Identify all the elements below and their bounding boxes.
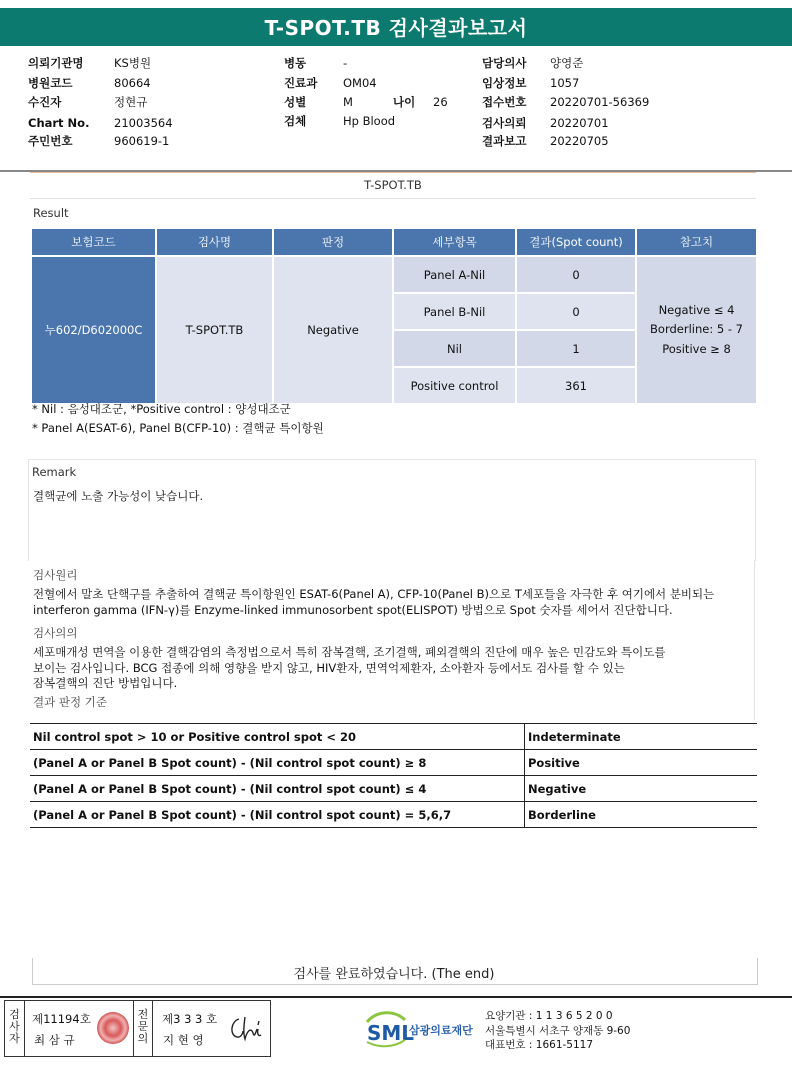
info-label: 담당의사 xyxy=(482,56,527,70)
examiner-label xyxy=(5,1001,25,1056)
column-header: 결과(Spot count) xyxy=(516,228,636,256)
info-label: 결과보고 xyxy=(482,134,527,148)
info-value: Hp Blood xyxy=(343,114,396,128)
paragraph-line: 세포매개성 면역을 이용한 결핵감염의 측정법으로서 특히 잠복결핵, 조기결핵, 폐외결핵의 진단에 매우 높은 민감도와 특이도를 xyxy=(33,645,666,659)
divider xyxy=(754,560,755,720)
report-title: T-SPOT.TB 검사결과보고서 xyxy=(0,8,792,46)
examiner-name: 최 삼 규 xyxy=(34,1033,75,1047)
info-label: 주민번호 xyxy=(28,134,73,148)
reference-range xyxy=(636,256,757,404)
divider xyxy=(0,996,792,998)
vertical-char: 사 xyxy=(9,1020,20,1033)
criteria-result: Indeterminate xyxy=(525,724,758,750)
info-row xyxy=(284,112,395,132)
spot-count: 361 xyxy=(516,367,636,404)
divider xyxy=(30,198,756,199)
org-info xyxy=(485,1009,630,1053)
criteria-condition: Nil control spot > 10 or Positive control spot < 20 xyxy=(30,724,525,750)
info-value: 20220705 xyxy=(550,134,609,148)
reference-line: Negative ≤ 4 xyxy=(658,302,735,317)
info-value: 20220701 xyxy=(550,116,609,130)
info-value: 양영준 xyxy=(550,56,584,70)
table-row xyxy=(30,724,757,750)
vertical-char: 검 xyxy=(9,1008,20,1021)
info-row xyxy=(28,132,169,152)
age-value: 26 xyxy=(433,95,448,109)
vertical-char: 자 xyxy=(9,1032,20,1045)
detail-item: Panel A-Nil xyxy=(393,256,516,293)
info-value: OM04 xyxy=(343,75,377,90)
criteria-result: Positive xyxy=(525,750,758,776)
spot-count: 0 xyxy=(516,256,636,293)
info-row xyxy=(284,54,347,74)
info-row xyxy=(482,93,649,113)
signature-box xyxy=(4,1000,271,1057)
info-label: 병동 xyxy=(284,56,307,70)
info-label: 수진자 xyxy=(28,95,62,109)
info-value: KS병원 xyxy=(114,56,152,70)
info-row xyxy=(28,114,173,134)
svg-text:SML: SML xyxy=(367,1021,415,1045)
paragraph-line: interferon gamma (IFN-γ)를 Enzyme-linked immunosorbent spot(ELISPOT) 방법으로 Spot 숫자를 세어서 진단합니다. xyxy=(33,602,673,617)
seal-stamp xyxy=(97,1012,129,1044)
criteria-condition: (Panel A or Panel B Spot count) - (Nil control spot count) ≤ 4 xyxy=(30,776,525,802)
specialist-name: 지 현 영 xyxy=(163,1033,204,1047)
criteria-title: 결과 판정 기준 xyxy=(33,695,107,709)
info-value: M xyxy=(343,95,353,109)
result-label: Result xyxy=(33,206,69,220)
column-header: 판정 xyxy=(273,228,393,256)
info-row xyxy=(28,74,151,94)
result-table xyxy=(30,227,758,405)
footnote: * Panel A(ESAT-6), Panel B(CFP-10) : 결핵균 특이항원 xyxy=(32,421,324,435)
examiner-license: 제11194호 xyxy=(32,1012,91,1026)
info-row xyxy=(482,74,579,94)
remark-title: Remark xyxy=(32,465,77,479)
criteria-result: Borderline xyxy=(525,802,758,828)
column-header: 참고치 xyxy=(636,228,757,256)
significance-title: 검사의의 xyxy=(33,626,78,640)
signature-icon xyxy=(227,1013,265,1045)
info-value: 960619-1 xyxy=(114,134,170,148)
vertical-char: 의 xyxy=(137,1032,149,1045)
divider xyxy=(30,172,756,173)
info-label: 검체 xyxy=(284,114,307,128)
section-title: T-SPOT.TB xyxy=(364,178,422,192)
org-logo xyxy=(365,1008,480,1048)
info-value: 21003564 xyxy=(114,116,173,130)
column-header: 검사명 xyxy=(156,228,273,256)
column-header: 보험코드 xyxy=(31,228,156,256)
criteria-condition: (Panel A or Panel B Spot count) - (Nil control spot count) = 5,6,7 xyxy=(30,802,525,828)
info-row xyxy=(482,114,609,134)
criteria-table xyxy=(30,723,757,828)
info-label: 검사의뢰 xyxy=(482,116,527,130)
table-header-row xyxy=(31,228,757,256)
patient-info xyxy=(28,54,768,154)
paragraph-line: 잠복결핵의 진단 방법입니다. xyxy=(33,676,178,690)
org-name: 삼광의료재단 xyxy=(409,1024,473,1037)
info-value: 20220701-56369 xyxy=(550,95,650,109)
insurance-code: 누602/D602000C xyxy=(31,256,156,404)
table-row xyxy=(30,750,757,776)
info-label: 병원코드 xyxy=(28,75,73,90)
org-info-line: 서울특별시 서초구 양재동 9-60 xyxy=(485,1024,631,1037)
info-row xyxy=(28,54,151,74)
detail-item: Panel B-Nil xyxy=(393,293,516,330)
criteria-condition: (Panel A or Panel B Spot count) - (Nil control spot count) ≥ 8 xyxy=(30,750,525,776)
table-row xyxy=(31,256,757,293)
info-label: 의뢰기관명 xyxy=(28,56,84,70)
table-row xyxy=(30,776,757,802)
end-text: 검사를 완료하였습니다. (The end) xyxy=(293,967,495,982)
specialist-label xyxy=(133,1001,153,1056)
info-row xyxy=(482,132,609,152)
age-label: 나이 xyxy=(393,95,416,109)
reference-line: Borderline: 5 - 7 xyxy=(650,322,743,337)
specialist-license: 제3 3 3 호 xyxy=(162,1012,218,1026)
significance-text xyxy=(33,645,666,692)
info-row xyxy=(28,93,147,113)
principle-title: 검사원리 xyxy=(33,568,78,582)
info-label: 진료과 xyxy=(284,75,318,90)
table-row xyxy=(30,802,757,828)
org-info-line: 요양기관 : 1 1 3 6 5 2 0 0 xyxy=(485,1010,613,1022)
info-label: 성별 xyxy=(284,95,307,109)
vertical-char: 문 xyxy=(137,1020,149,1033)
info-label: 임상정보 xyxy=(482,75,527,90)
test-name: T-SPOT.TB xyxy=(156,256,273,404)
info-value: 정현규 xyxy=(114,95,148,109)
info-label: Chart No. xyxy=(28,116,90,130)
info-label: 접수번호 xyxy=(482,95,527,109)
judgement: Negative xyxy=(273,256,393,404)
remark-text: 결핵균에 노출 가능성이 낮습니다. xyxy=(33,489,204,503)
info-value: 80664 xyxy=(114,75,151,90)
remark-box xyxy=(28,459,756,561)
paragraph-line: 전혈에서 말초 단핵구를 추출하여 결핵균 특이항원인 ESAT-6(Panel A), CFP-10(Panel B)으로 T세포들을 자극한 후 여기에서 분비되는 xyxy=(33,587,715,601)
org-info-line: 대표번호 : 1661-5117 xyxy=(485,1039,594,1051)
criteria-result: Negative xyxy=(525,776,758,802)
column-header: 세부항목 xyxy=(393,228,516,256)
detail-item: Nil xyxy=(393,330,516,367)
paragraph-line: 보이는 검사입니다. BCG 접종에 의해 영향을 받지 않고, HIV환자, 면역억제환자, 소아환자 등에서도 검사를 할 수 있는 xyxy=(33,660,625,675)
vertical-char: 전 xyxy=(137,1008,149,1021)
spot-count: 0 xyxy=(516,293,636,330)
info-row xyxy=(284,74,377,94)
info-row xyxy=(482,54,583,74)
info-value: - xyxy=(343,56,348,70)
info-row xyxy=(284,93,448,113)
detail-item: Positive control xyxy=(393,367,516,404)
footnote: * Nil : 음성대조군, *Positive control : 양성대조군 xyxy=(32,402,291,416)
info-value: 1057 xyxy=(550,75,580,90)
principle-text xyxy=(33,587,714,618)
reference-line: Positive ≥ 8 xyxy=(662,341,731,356)
spot-count: 1 xyxy=(516,330,636,367)
